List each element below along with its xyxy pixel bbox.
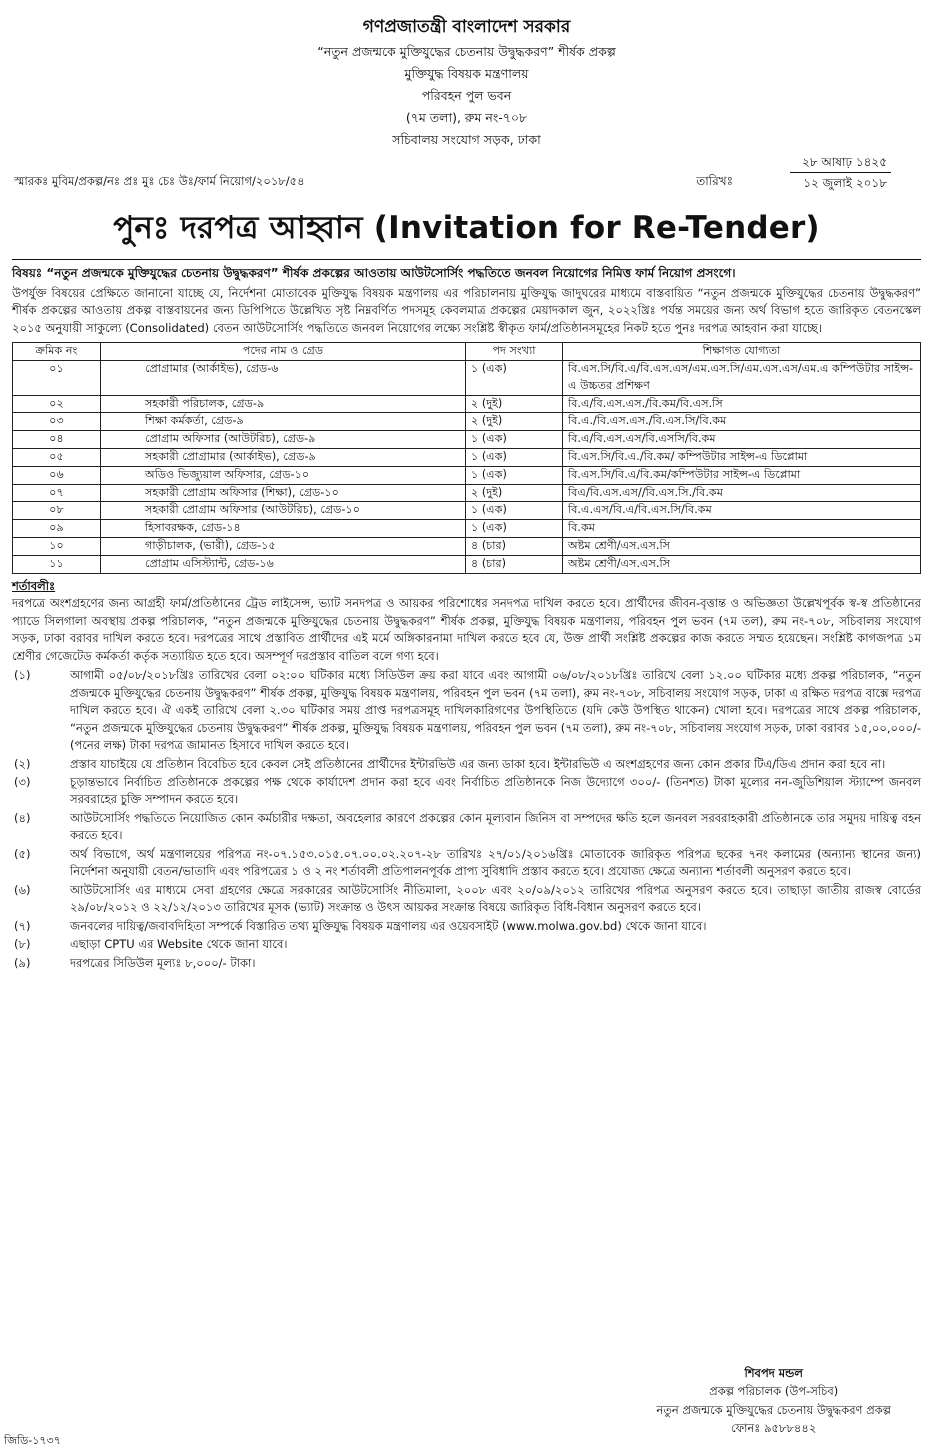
subject-line: বিষয়ঃ “নতুন প্রজন্মকে মুক্তিযুদ্ধের চেতনায় উদ্বুদ্ধকরণ” শীর্ষক প্রকল্পের আওতায় আউটসোর্সিং পদ্ধতিতে জনবল নিয়োগের নিমিত্ত ফার্ম নিয়োগ প্রসংগে। bbox=[12, 265, 736, 280]
cell-qualification: বি.এ/বি.এস.এস/বি.এসসি/বি.কম bbox=[563, 431, 921, 449]
cell-serial: ০৯ bbox=[13, 520, 101, 538]
condition-item bbox=[12, 810, 921, 845]
col-serial: ক্রমিক নং bbox=[13, 343, 101, 361]
memo-number: স্মারকঃ মুবিম/প্রকল্প/নঃ প্রঃ মুঃ চেঃ উঃ/ফার্ম নিয়োগ/২০১৮/৫৪ bbox=[14, 173, 305, 188]
condition-text: প্রস্তাব যাচাইয়ে যে প্রতিষ্ঠান বিবেচিত হবে কেবল সেই প্রতিষ্ঠানের প্রার্থীদের ইন্টারভিউ এর জন্য ডাকা হবে। ইন্টারভিউ এ অংশগ্রহণের জন্য কোন প্রকার টিএ/ডিএ প্রদান করা হবে না। bbox=[70, 756, 886, 771]
condition-number: (৪) bbox=[14, 810, 31, 825]
table-header-row bbox=[13, 343, 921, 361]
table-row bbox=[13, 466, 921, 484]
building-name: পরিবহন পুল ভবন bbox=[421, 87, 512, 103]
cell-qualification: অষ্টম শ্রেণী/এস.এস.সি bbox=[563, 555, 921, 573]
cell-post-name: সহকারী পরিচালক, গ্রেড-৯ bbox=[101, 395, 466, 413]
ministry-name: মুক্তিযুদ্ধ বিষয়ক মন্ত্রণালয় bbox=[404, 66, 529, 82]
cell-serial: ০২ bbox=[13, 395, 101, 413]
table-row bbox=[13, 484, 921, 502]
divider bbox=[12, 259, 921, 260]
table-row bbox=[13, 395, 921, 413]
condition-number: (৬) bbox=[14, 882, 31, 897]
condition-text: জনবলের দায়িত্ব/জবাবদিহিতা সম্পর্কে বিস্তারিত তথ্য মুক্তিযুদ্ধ বিষয়ক মন্ত্রণালয় এর ওয়েবসাইট (www.molwa.gov.bd) থেকে জানা যাবে। bbox=[70, 918, 707, 933]
gd-number: জিডি-১৭৩৭ bbox=[4, 1434, 61, 1447]
cell-serial: ০৬ bbox=[13, 466, 101, 484]
col-qualification: শিক্ষাগত যোগ্যতা bbox=[563, 343, 921, 361]
cell-serial: ১১ bbox=[13, 555, 101, 573]
condition-text: চূড়ান্তভাবে নির্বাচিত প্রতিষ্ঠানকে প্রকল্পের পক্ষ থেকে কার্যাদেশ প্রদান করা হবে এবং নির্বাচিত প্রতিষ্ঠানকে নিজ উদ্যোগে ৩০০/- (তিনশত) টাকা মূল্যের নন-জুডিশিয়াল স্ট্যাম্পে জনবল সরবরাহের চুক্তি সম্পাদন করতে হবে। bbox=[70, 775, 921, 807]
cell-post-name: অডিও ভিজ্যুয়াল অফিসার, গ্রেড-১০ bbox=[101, 466, 466, 484]
cell-post-count: ১ (এক) bbox=[466, 502, 563, 520]
col-post-name: পদের নাম ও গ্রেড bbox=[101, 343, 466, 361]
cell-post-count: ১ (এক) bbox=[466, 360, 563, 395]
reference-row bbox=[12, 153, 921, 199]
condition-text: আউটসোর্সিং এর মাধ্যমে সেবা গ্রহণের ক্ষেত্রে সরকারের আউটসোর্সিং নীতিমালা, ২০০৮ এবং ২০/০৯/২০১২ তারিখের পরিপত্র অনুসরণ করতে হবে। তাছাড়া জাতীয় রাজস্ব বোর্ডের ২৯/০৮/২০১২ ও ২২/১২/২০১৩ তারিখের মূসক (ভ্যাট) সংক্রান্ত ও উৎস আয়কর সংক্রান্ত বিষয়ে জারিকৃত বিধি-বিধান অনুসরণ করতে হবে। bbox=[70, 882, 921, 915]
cell-qualification: বি.এস.সি/বি.এ./বি.কম/ কম্পিউটার সাইন্স-এ ডিপ্লোমা bbox=[563, 448, 921, 466]
cell-post-name: প্রোগ্রাম অফিসার (আউটরিচ), গ্রেড-৯ bbox=[101, 431, 466, 449]
condition-item bbox=[12, 936, 921, 953]
posts-table bbox=[12, 342, 921, 573]
cell-qualification: বি.এস.সি/বি.এ/বি.কম/কম্পিউটার সাইন্স-এ ডিপ্লোমা bbox=[563, 466, 921, 484]
cell-serial: ০৪ bbox=[13, 431, 101, 449]
cell-serial: ০৩ bbox=[13, 413, 101, 431]
condition-text: আউটসোর্সিং পদ্ধতিতে নিয়োজিত কোন কর্মচারীর দক্ষতা, অবহেলার কারণে প্রকল্পের কোন মূল্যবান জিনিস বা সম্পদের ক্ষতি হলে জনবল সরবরাহকারী প্রতিষ্ঠানকে তার সমুদয় দায়িত্ব বহন করতে হবে। bbox=[70, 810, 921, 843]
cell-qualification: বি.এস.সি/বি.এ/বি.এস.এস/এম.এস.সি/এম.এস.এস/এম.এ কম্পিউটার সাইন্স-এ উচ্চতর প্রশিক্ষণ bbox=[563, 360, 921, 395]
cell-post-name: সহকারী প্রোগ্রাম অফিসার (শিক্ষা), গ্রেড-১০ bbox=[101, 484, 466, 502]
conditions-list bbox=[12, 667, 921, 972]
floor-room: (৭ম তলা), রুম নং-৭০৮ bbox=[405, 109, 528, 125]
cell-post-count: ১ (এক) bbox=[466, 466, 563, 484]
table-row bbox=[13, 448, 921, 466]
condition-number: (৭) bbox=[14, 918, 31, 933]
condition-text: অর্থ বিভাগে, অর্থ মন্ত্রণালয়ের পরিপত্র নং-০৭.১৫৩.০১৫.০৭.০০.০২.২০৭-২৮ তারিখঃ ২৭/০১/২০১৬খ্রিঃ মোতাবেক জারিকৃত পরিপত্র ছকের ৭নং কলামের (অন্যান্য স্থানের জন্য) নির্দেশনা অনুযায়ী বেতন/ভাতাদি এবং পরিপত্রের ১ ও ২ নং শর্তাবলী প্রতিপালনপূর্বক প্রাপ্য সুবিধাদি প্রস্তাব করতে হবে। প্রযোজ্য ক্ষেত্রে অন্যান্য শর্তাবলী অনুসরণ করতে হবে। bbox=[70, 846, 921, 879]
cell-post-name: গাড়ীচালক, (ভারী), গ্রেড-১৫ bbox=[101, 537, 466, 555]
conditions-title: শর্তাবলীঃ bbox=[12, 578, 56, 593]
signatory-phone: ফোনঃ ৯৫৮৮৪৪২ bbox=[731, 1421, 817, 1436]
condition-number: (৯) bbox=[14, 955, 31, 970]
cell-post-count: ৪ (চার) bbox=[466, 537, 563, 555]
condition-number: (৮) bbox=[14, 937, 31, 952]
cell-post-count: ২ (দুই) bbox=[466, 484, 563, 502]
project-name: “নতুন প্রজন্মকে মুক্তিযুদ্ধের চেতনায় উদ্বুদ্ধকরণ” শীর্ষক প্রকল্প bbox=[317, 44, 616, 60]
cell-post-count: ১ (এক) bbox=[466, 448, 563, 466]
cell-qualification: বি.এ.এস/বি.এ/বি.এস.সি/বি.কম bbox=[563, 502, 921, 520]
table-row bbox=[13, 360, 921, 395]
cell-qualification: অষ্টম শ্রেণী/এস.এস.সি bbox=[563, 537, 921, 555]
table-row bbox=[13, 555, 921, 573]
condition-number: (১) bbox=[14, 668, 31, 683]
government-name: গণপ্রজাতন্ত্রী বাংলাদেশ সরকার bbox=[362, 17, 571, 37]
cell-post-name: প্রোগ্রাম এসিস্ট্যান্ট, গ্রেড-১৬ bbox=[101, 555, 466, 573]
condition-item bbox=[12, 955, 921, 972]
cell-qualification: বি.এ/বি.এস.এস./বি.কম/বি.এস.সি bbox=[563, 395, 921, 413]
cell-post-count: ৪ (চার) bbox=[466, 555, 563, 573]
date-bangla: ২৮ আষাঢ় ১৪২৫ bbox=[790, 153, 891, 174]
table-row bbox=[13, 431, 921, 449]
cell-serial: ০১ bbox=[13, 360, 101, 395]
signatory-designation: প্রকল্প পরিচালক (উপ-সচিব) bbox=[709, 1384, 839, 1399]
cell-post-name: হিসাবরক্ষক, গ্রেড-১৪ bbox=[101, 520, 466, 538]
condition-number: (৩) bbox=[14, 775, 31, 790]
condition-item bbox=[12, 774, 921, 809]
cell-post-count: ১ (এক) bbox=[466, 431, 563, 449]
cell-serial: ০৫ bbox=[13, 448, 101, 466]
condition-item bbox=[12, 667, 921, 754]
condition-text: আগামী ০৫/০৮/২০১৮খ্রিঃ তারিখের বেলা ০২:০০ ঘটিকার মধ্যে সিডিউল ক্রয় করা যাবে এবং আগামী ০৬/০৮/২০১৮খ্রিঃ তারিখে বেলা ১২.০০ ঘটিকার মধ্যে প্রকল্প পরিচালক, “নতুন প্রজন্মকে মুক্তিযুদ্ধের চেতনায় উদ্বুদ্ধকরণ” শীর্ষক প্রকল্প, মুক্তিযুদ্ধ বিষয়ক মন্ত্রণালয়, পরিবহন পুল ভবন (৭ম তলা), রুম নং-৭০৮, সচিবালয় সংযোগ সড়ক, ঢাকা এ রক্ষিত দরপত্র বাক্সে দরপত্র দাখিল করতে হবে। ঐ একই তারিখে বেলা ২.৩০ ঘটিকার সময় প্রাপ্ত দরপত্রসমূহ দাখিলকারিগণের উপস্থিতিতে (যদি কেউ উপস্থিত থাকেন) খোলা হবে। দরপত্রের সাথে প্রকল্প পরিচালক, “নতুন প্রজন্মকে মুক্তিযুদ্ধের চেতনায় উদ্বুদ্ধকরণ” শীর্ষক প্রকল্প, মুক্তিযুদ্ধ বিষয়ক মন্ত্রণালয়, পরিবহন পুল ভবন (৭ম তলা), রুম নং-৭০৮, সচিবালয় সংযোগ সড়ক, ঢাকা বরাবর ১৫,০০,০০০/- (পনের লক্ষ) টাকা দরপত্র জামানত হিসাবে দাখিল করতে হবে। bbox=[70, 668, 921, 753]
conditions-general: দরপত্রে অংশগ্রহণের জন্য আগ্রহী ফার্ম/প্রতিষ্ঠানের ট্রেড লাইসেন্স, ভ্যাট সনদপত্র ও আয়কর পরিশোধের সনদপত্র দাখিল করতে হবে। প্রার্থীদের জীবন-বৃত্তান্ত ও অভিজ্ঞতা উল্লেখপূর্বক স্ব-স্ব প্রতিষ্ঠানের প্যাডে সিলগালা অবস্থায় প্রকল্প পরিচালক, “নতুন প্রজন্মকে মুক্তিযুদ্ধের চেতনায় উদ্বুদ্ধকরণ” শীর্ষক প্রকল্প, মুক্তিযুদ্ধ বিষয়ক মন্ত্রণালয়, পরিবহন পুল ভবন (৭ম তল), রুম নং-৭০৮, সচিবালয় সংযোগ সড়ক, ঢাকা বরাবর দাখিল করতে হবে। দরপত্রের সাথে প্রস্তাবিত প্রার্থীদের এই মর্মে অঙ্গিকারনামা দাখিল করতে হবে যে, উক্ত প্রার্থী সংশ্লিষ্ট প্রকল্পের কাজ করতে সম্মত হয়েছেন। সংশ্লিষ্ট কাগজপত্র ১ম শ্রেণীর গেজেটেড কর্মকর্তা কর্তৃক সত্যায়িত হতে হবে। অসম্পূর্ণ দরপ্রস্তাব বাতিল বলে গণ্য হবে। bbox=[12, 596, 921, 663]
page-title: পুনঃ দরপত্র আহ্বান (Invitation for Re-Tender) bbox=[113, 209, 820, 246]
cell-post-count: ২ (দুই) bbox=[466, 395, 563, 413]
intro-paragraph: উপর্যুক্ত বিষয়ের প্রেক্ষিতে জানানো যাচ্ছে যে, নির্দেশনা মোতাবেক মুক্তিযুদ্ধ বিষয়ক মন্ত্রণালয় এর পরিচালনায় মুক্তিযুদ্ধ জাদুঘরের মাধ্যমে বাস্তবায়িত “নতুন প্রজন্মকে মুক্তিযুদ্ধের চেতনায় উদ্বুদ্ধকরণ” শীর্ষক প্রকল্পের আওতায় প্রকল্প বাস্তবায়নের জন্য ডিপিপিতে উল্লেখিত সৃষ্ট নিম্নবর্ণিত পদসমূহ কেবলমাত্র প্রকল্পের মেয়াদকাল জুন, ২০২২খ্রিঃ পর্যন্ত সময়ের জন্য অর্থ বিভাগ হতে জারিকৃত বেতনস্কেল ২০১৫ অনুযায়ী সাকুল্যে (Consolidated) বেতন আউটসোর্সিং পদ্ধতিতে জনবল নিয়োগের লক্ষ্যে সংশ্লিষ্ট স্বীকৃত ফার্ম/প্রতিষ্ঠানসমূহের নিকট হতে পুনঃ দরপত্র আহবান করা যাচ্ছে। bbox=[12, 285, 921, 335]
cell-serial: ০৭ bbox=[13, 484, 101, 502]
cell-post-name: শিক্ষা কর্মকর্তা, গ্রেড-৯ bbox=[101, 413, 466, 431]
cell-post-count: ২ (দুই) bbox=[466, 413, 563, 431]
cell-post-count: ১ (এক) bbox=[466, 520, 563, 538]
table-row bbox=[13, 520, 921, 538]
condition-text: এছাড়া CPTU এর Website থেকে জানা যাবে। bbox=[70, 937, 288, 952]
date-block bbox=[696, 153, 891, 193]
date-label: তারিখঃ bbox=[696, 173, 733, 188]
notice-header bbox=[12, 14, 921, 151]
condition-number: (৫) bbox=[14, 846, 31, 861]
cell-qualification: বি.কম bbox=[563, 520, 921, 538]
road-address: সচিবালয় সংযোগ সড়ক, ঢাকা bbox=[392, 131, 541, 147]
col-post-count: পদ সংখ্যা bbox=[466, 343, 563, 361]
cell-qualification: বিএ/বি.এস.এস//বি.এস.সি./বি.কম bbox=[563, 484, 921, 502]
table-row bbox=[13, 502, 921, 520]
posts-table-body bbox=[13, 360, 921, 573]
cell-post-name: প্রোগ্রামার (আর্কাইভ), গ্রেড-৬ bbox=[101, 360, 466, 395]
cell-serial: ১০ bbox=[13, 537, 101, 555]
cell-qualification: বি.এ./বি.এস.এস./বি.এস.সি/বি.কম bbox=[563, 413, 921, 431]
signatory-name: শিবপদ মন্ডল bbox=[744, 1366, 803, 1380]
condition-item bbox=[12, 756, 921, 773]
table-row bbox=[13, 537, 921, 555]
date-english: ১২ জুলাই ২০১৮ bbox=[803, 176, 887, 191]
condition-item bbox=[12, 882, 921, 917]
condition-item bbox=[12, 918, 921, 935]
cell-post-name: সহকারী প্রোগ্রামার (আর্কাইভ), গ্রেড-৯ bbox=[101, 448, 466, 466]
cell-post-name: সহকারী প্রোগ্রাম অফিসার (আউটরিচ), গ্রেড-১০ bbox=[101, 502, 466, 520]
condition-text: দরপত্রের সিডিউল মূল্যঃ ৮,০০০/- টাকা। bbox=[70, 955, 256, 970]
signature-block bbox=[656, 1364, 891, 1438]
condition-number: (২) bbox=[14, 756, 31, 771]
table-row bbox=[13, 413, 921, 431]
condition-item bbox=[12, 846, 921, 881]
cell-serial: ০৮ bbox=[13, 502, 101, 520]
signatory-project: নতুন প্রজন্মকে মুক্তিযুদ্ধের চেতনায় উদ্বুদ্ধকরণ প্রকল্প bbox=[656, 1402, 891, 1417]
